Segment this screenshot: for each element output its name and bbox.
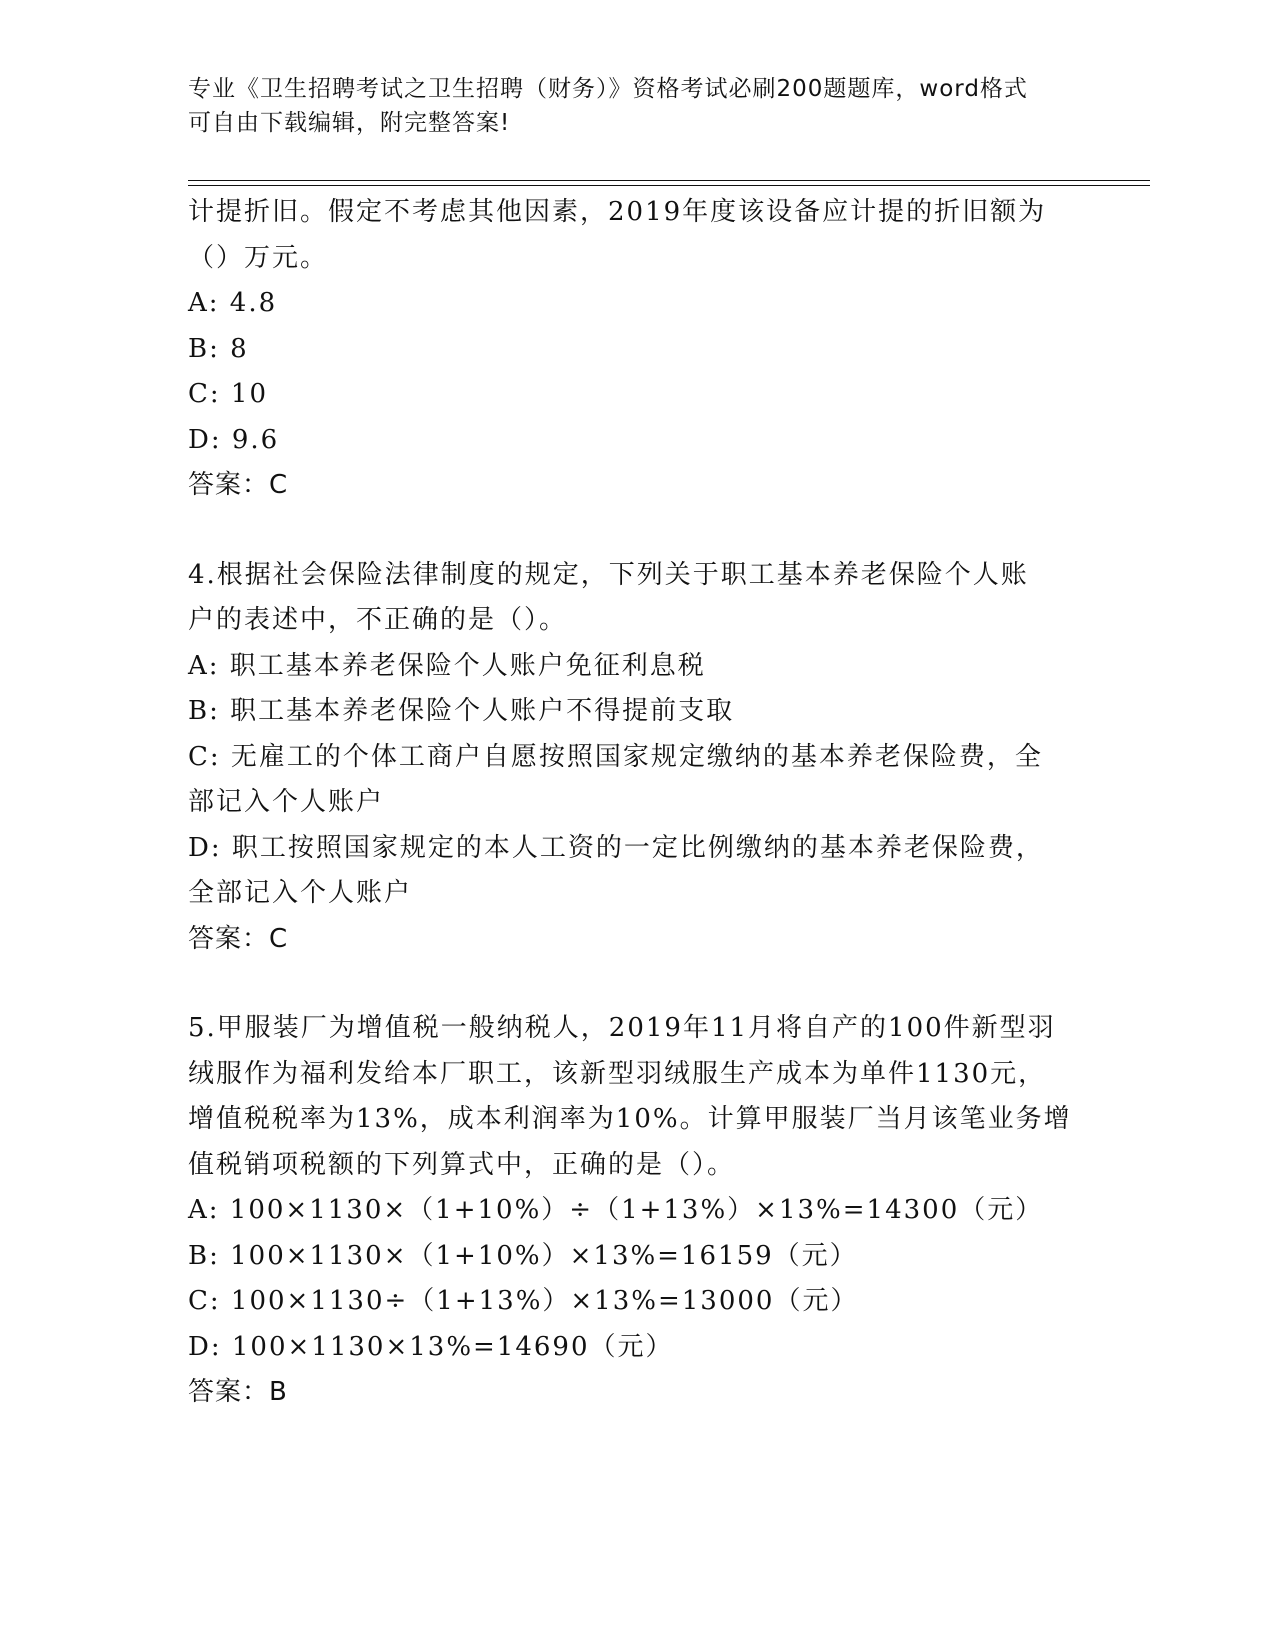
question-stem-line: 绒服作为福利发给本厂职工，该新型羽绒服生产成本为单件1130元， bbox=[188, 1058, 1047, 1089]
option-c: C: 无雇工的个体工商户自愿按照国家规定缴纳的基本养老保险费，全 bbox=[188, 741, 1043, 772]
answer: 答案：C bbox=[188, 470, 289, 500]
question-stem-line: 计提折旧。假定不考虑其他因素，2019年度该设备应计提的折旧额为 bbox=[188, 197, 1047, 227]
question-stem-line: 5.甲服装厂为增值税一般纳税人，2019年11月将自产的100件新型羽 bbox=[188, 1013, 1056, 1043]
header-line: 可自由下载编辑，附完整答案! bbox=[188, 110, 511, 136]
question-block bbox=[188, 553, 1088, 963]
question-stem-line: （）万元。 bbox=[188, 242, 329, 273]
question-stem-line: 4.根据社会保险法律制度的规定，下列关于职工基本养老保险个人账 bbox=[188, 559, 1029, 590]
answer: 答案：B bbox=[188, 1377, 288, 1407]
option-b: B: 职工基本养老保险个人账户不得提前支取 bbox=[188, 696, 735, 726]
header-divider bbox=[188, 185, 1150, 186]
question-list bbox=[188, 190, 1088, 1416]
header-line: 专业《卫生招聘考试之卫生招聘（财务）》资格考试必刷200题题库，word格式 bbox=[188, 76, 1028, 102]
document-header bbox=[188, 72, 1088, 140]
option-c: C: 100×1130÷（1+13%）×13%=13000（元） bbox=[188, 1286, 859, 1316]
option-c-continued: 部记入个人账户 bbox=[188, 787, 385, 817]
spacer bbox=[188, 509, 1088, 553]
option-c: C: 10 bbox=[188, 379, 269, 409]
option-a: A: 100×1130×（1+10%）÷（1+13%）×13%=14300（元） bbox=[188, 1195, 1044, 1225]
question-stem-line: 增值税税率为13%，成本利润率为10%。计算甲服装厂当月该笔业务增 bbox=[188, 1104, 1072, 1134]
option-d-continued: 全部记入个人账户 bbox=[188, 878, 413, 908]
option-a: A: 4.8 bbox=[188, 288, 278, 318]
option-d: D: 职工按照国家规定的本人工资的一定比例缴纳的基本养老保险费， bbox=[188, 832, 1044, 863]
question-block bbox=[188, 190, 1088, 509]
option-d: D: 9.6 bbox=[188, 424, 280, 455]
spacer bbox=[188, 962, 1088, 1006]
option-b: B: 8 bbox=[188, 333, 249, 364]
header-divider bbox=[188, 180, 1150, 181]
question-stem-line: 值税销项税额的下列算式中，正确的是（）。 bbox=[188, 1149, 736, 1180]
question-block bbox=[188, 1006, 1088, 1416]
option-d: D: 100×1130×13%=14690（元） bbox=[188, 1331, 674, 1362]
question-stem-line: 户的表述中，不正确的是（）。 bbox=[188, 605, 568, 635]
answer: 答案：C bbox=[188, 923, 289, 954]
option-a: A: 职工基本养老保险个人账户免征利息税 bbox=[188, 650, 706, 681]
option-b: B: 100×1130×（1+10%）×13%=16159（元） bbox=[188, 1240, 858, 1271]
